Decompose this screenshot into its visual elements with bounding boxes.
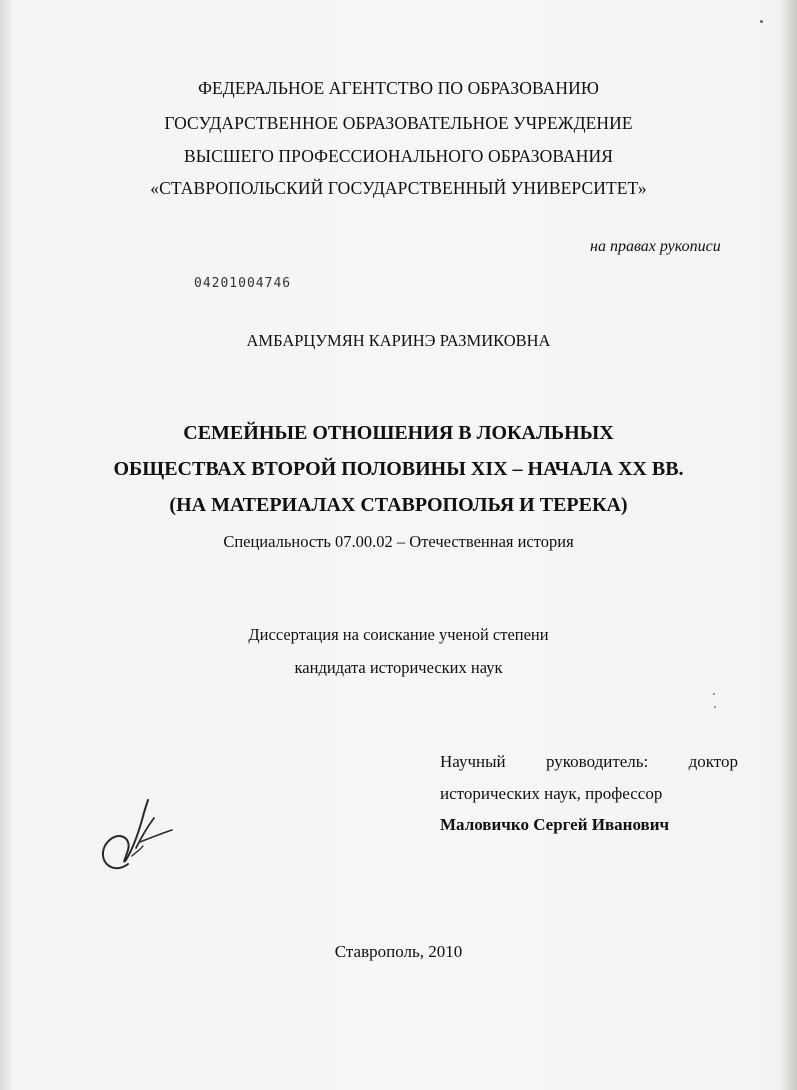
- signature-image: [88, 790, 178, 880]
- city-year: Ставрополь, 2010: [334, 942, 463, 961]
- author-name: АМБАРЦУМЯН КАРИНЭ РАЗМИКОВНА: [246, 331, 551, 350]
- supervisor-word-3: доктор: [688, 752, 738, 771]
- specialty: Специальность 07.00.02 – Отечественная история: [223, 532, 574, 551]
- agency-line-4: «СТАВРОПОЛЬСКИЙ ГОСУДАРСТВЕННЫЙ УНИВЕРСИТЕТ»: [150, 178, 647, 198]
- title-line-2: ОБЩЕСТВАХ ВТОРОЙ ПОЛОВИНЫ XIX – НАЧАЛА XX ВВ.: [113, 458, 684, 480]
- degree-line-1: Диссертация на соискание ученой степени: [248, 625, 549, 644]
- manuscript-note: на правах рукописи: [590, 238, 721, 255]
- speck: [760, 20, 763, 23]
- title-line-3: (НА МАТЕРИАЛАХ СТАВРОПОЛЬЯ И ТЕРЕКА): [169, 494, 628, 516]
- supervisor-line-1: [440, 752, 738, 772]
- speck: [713, 693, 715, 695]
- supervisor-word-2: руководитель:: [545, 752, 649, 771]
- agency-line-1: ФЕДЕРАЛЬНОЕ АГЕНТСТВО ПО ОБРАЗОВАНИЮ: [198, 78, 599, 98]
- supervisor-word-1: Научный: [440, 752, 506, 771]
- agency-line-2: ГОСУДАРСТВЕННОЕ ОБРАЗОВАТЕЛЬНОЕ УЧРЕЖДЕНИЕ: [164, 113, 633, 133]
- degree-line-2: кандидата исторических наук: [294, 658, 503, 677]
- speck: [714, 706, 716, 708]
- supervisor-line-2: исторических наук, профессор: [440, 784, 663, 803]
- supervisor-name: Маловичко Сергей Иванович: [440, 815, 670, 834]
- agency-line-3: ВЫСШЕГО ПРОФЕССИОНАЛЬНОГО ОБРАЗОВАНИЯ: [183, 146, 614, 166]
- registry-code: 04201004746: [194, 276, 292, 291]
- title-line-1: СЕМЕЙНЫЕ ОТНОШЕНИЯ В ЛОКАЛЬНЫХ: [183, 422, 614, 444]
